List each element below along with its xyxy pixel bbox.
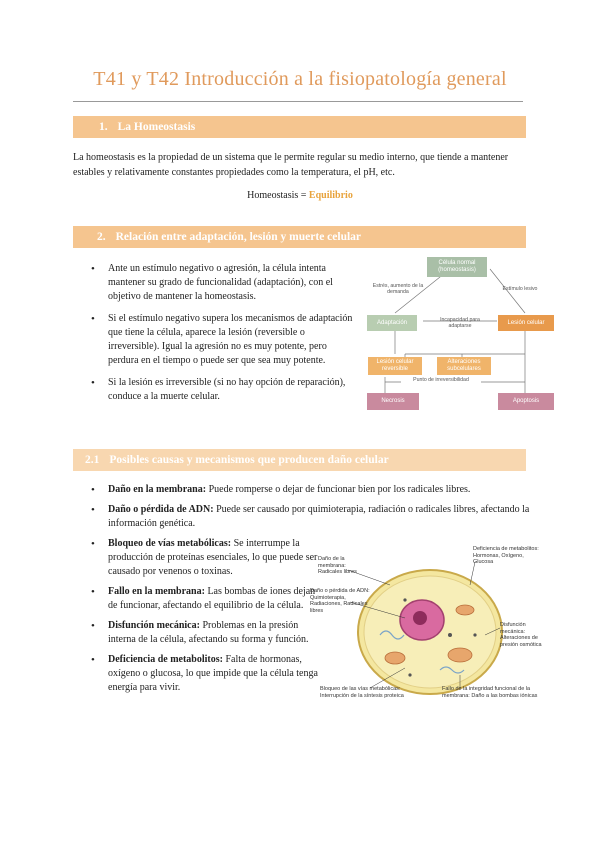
list-item [83,503,533,531]
section-heading: Posibles causas y mecanismos que producen daño celular [109,454,389,466]
section-heading: La Homeostasis [117,121,196,133]
item-text: Las bombas de iones dejan de funcionar, afectando el equilibrio de la célula. [108,586,316,611]
injury-stimulus-label: Estímulo lesivo [502,286,538,292]
item-text: Se interrumpe la producción de proteínas esenciales, lo que puede ser causado por venenos o toxinas. [108,538,318,577]
list-item: • Si la lesión es irreversible (si no hay opción de reparación), conduce a la muerte celular. [83,376,358,404]
metabolic-block-label: Bloqueo de las vías metabólicas: Interrupción de la síntesis proteica [320,686,404,699]
homeostasis-paragraph: La homeostasis es la propiedad de un sistema que le permite regular su medio interno, que tiende a mantener estables y relativamente constantes propiedades como la temperatura, el pH, etc. [73,152,509,178]
item-term: Deficiencia de metabolitos: [108,654,223,665]
item-term: Disfunción mecánica: [108,620,200,631]
item-text: Falta de hormonas, oxígeno o glucosa, lo que impide que la célula tenga energía para vivir. [108,654,318,693]
item-term: Daño en la membrana: [108,484,207,495]
item-term: Bloqueo de vías metabólicas: [108,538,232,549]
cell-damage-figure [310,540,550,740]
item-term: Fallo en la membrana: [108,586,205,597]
item-text: Problemas en la presión interna de la célula, afectando su forma y función. [108,620,309,645]
dna-damage-label: Daño o pérdida de ADN: Quimioterapia, Radiaciones, Radicales libres [310,588,370,614]
metabolite-deficiency-label: Deficiencia de metabolitos: Hormonas, Oxígeno, Glucosa [473,546,539,565]
equation-value: Equilibrio [308,190,353,201]
list-item [83,483,533,497]
necrosis-box: Necrosis [367,393,419,410]
page-title: T41 y T42 Introducción a la fisiopatología general [93,68,507,90]
equation-prefix: Homeostasis = [247,190,309,201]
item-term: Daño o pérdida de ADN: [108,504,214,515]
homeostasis-equation [0,190,600,201]
list-item: • Ante un estímulo negativo o agresión, la célula intenta mantener su grado de funcionalidad (adaptación), con el objetivo de mantener la homeostasis. [83,262,358,304]
section-header-adaptation [73,226,526,248]
item-text: Puede ser causado por quimioterapia, radiación o radicales libres, afectando la información genética. [108,504,530,529]
stress-label: Estrés, aumento de la demanda [372,283,424,295]
inability-label: Incapacidad para adaptarse [440,317,480,329]
adaptation-list [83,262,358,412]
diagram-arrows [365,255,560,415]
section-number: 1. [99,121,108,133]
item-text: Puede romperse o dejar de funcionar bien por los radicales libres. [206,484,471,495]
section-header-causes [73,449,526,471]
list-item [83,653,318,695]
section-header-homeostasis [73,116,526,138]
membrane-damage-label: Daño de la membrana: Radicales libres [318,556,357,575]
membrane-failure-label: Fallo de la integridad funcional de la membrana: Daño a las bombas iónicas [442,686,538,699]
list-item [83,537,318,579]
list-item [83,619,318,647]
reversible-injury-box: Lesión celular reversible [368,357,422,375]
apoptosis-box: Apoptosis [498,393,554,410]
adaptation-diagram [365,255,560,415]
cell-injury-box: Lesión celular [498,315,554,331]
normal-cell-box: Célula normal (homeostasis) [427,257,487,277]
subcellular-alterations-box: Alteraciones subcelulares [437,357,491,375]
mechanical-dysfunction-label: Disfunción mecánica: Alteraciones de presión osmótica [500,622,542,648]
section-number: 2. [97,231,106,243]
title-divider [73,101,523,102]
point-of-no-return-label: Punto de irreversibilidad [401,377,481,383]
adaptation-box: Adaptación [367,315,417,331]
list-item [83,585,318,613]
section-heading: Relación entre adaptación, lesión y muerte celular [115,231,362,243]
list-item: • Si el estímulo negativo supera los mecanismos de adaptación que tiene la célula, aparece la lesión (reversible o irreversible). Igual la agresión no es muy potente, pero perdura en el tiempo o puede ser que sea muy potente. [83,312,358,368]
section-number: 2.1 [85,454,100,466]
